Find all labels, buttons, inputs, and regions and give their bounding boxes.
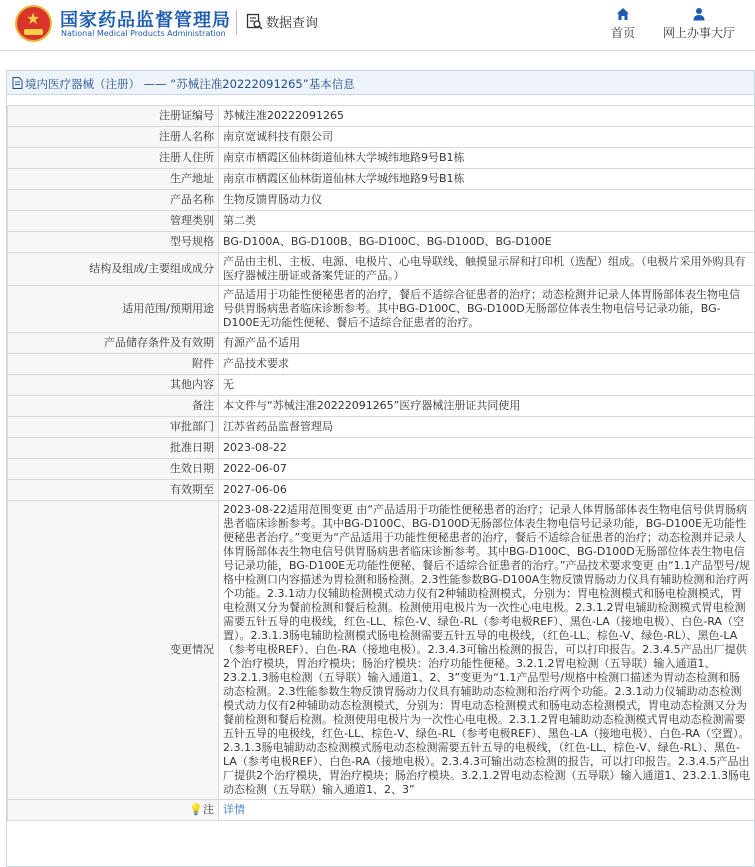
nav-online-office-label: 网上办事大厅 [662,26,735,40]
table-row [8,190,755,211]
national-emblem-icon: ★ [15,5,52,42]
row-label: 其他内容 [8,375,219,396]
row-value: 产品技术要求 [219,354,755,375]
row-value: 南京市栖霞区仙林街道仙林大学城纬地路9号B1栋 [219,148,755,169]
row-value: 有源产品不适用 [219,333,755,354]
detail-panel [6,70,755,867]
row-value: 南京宽诚科技有限公司 [219,127,755,148]
data-query-link[interactable] [246,12,318,31]
header-divider-line [0,50,755,51]
row-label: 产品名称 [8,190,219,211]
nav-home-label: 首页 [610,26,635,40]
row-label: 生效日期 [8,459,219,480]
table-row [8,396,755,417]
row-value: 南京市栖霞区仙林街道仙林大学城纬地路9号B1栋 [219,169,755,190]
row-label: 注册人名称 [8,127,219,148]
row-value: 2023-08-22适用范围变更 由“产品适用于功能性便秘患者的治疗；记录人体胃肠部体表生物电信号供胃肠病患者临床诊断参考。其中BG-D100C、BG-D100D无肠部位体表生物电信号记录功能，BG-D100E无功能性便秘患者治疗。”变更为“产品适用于功能性便秘患者的治疗，餐后不适综合征患者的治疗；动态检测并记录人体胃肠部体表生物电信号供胃肠病患者临床诊断参考。其中BG-D100C、BG-D100D无肠部位体表生物电信号记录功能，BG-D100E无功能性便秘、餐后不适综合征患者的治疗。”产品技术要求变更 由“1.1产品型号/规格中检测口内容描述为胃检测和肠检测。2.3性能参数BG-D100A生物反馈胃肠动力仪具有辅助检测和治疗两个功能。2.3.1动力仪辅助检测模式动力仪有2种辅助检测模式，分别为：胃电检测模式和肠电检测模式，胃电检测又分为餐前检测和餐后检测。检测使用电极片为一次性心电电极。2.3.1.2胃电辅助检测模式胃电检测需要五针五导的电极线，红色-LL、棕色-V、绿色-RL（参考电极REF）、黑色-LA（接地电极）、白色-RA（空置）。2.3.1.3肠电辅助检测模式肠电检测需要五针五导的电极线，（红色-LL、棕色-V、绿色-RL）、黑色-LA（参考电极REF）、白色-RA（接地电极）。2.3.4.3可输出检测的报告，可以打印报告。2.3.4.5产品出厂提供2个治疗模块，胃治疗模块；肠治疗模块：治疗功能性便秘。3.2.1.2胃电检测（五导联）输入通道1、23.2.1.3肠电检测（五导联）输入通道1、2、3”变更为“1.1产品型号/规格中检测口描述为胃动态检测和肠动态检测。2.3性能参数生物反馈胃肠动力仪具有辅助动态检测和治疗两个功能。2.3.1动力仪辅助动态检测模式动力仪有2种辅助动态检测模式，分别为：胃电动态检测模式和肠电动态检测模式，胃电动态检测又分为餐前检测和餐后检测。检测使用电极片为一次性心电电极。2.3.1.2胃电辅助动态检测模式胃电动态检测需要五针五导的电极线，红色-LL、棕色-V、绿色-RL（参考电极REF）、黑色-LA（接地电极）、白色-RA（空置）。2.3.1.3肠电辅助动态检测模式肠电动态检测需要五针五导的电极线，（红色-LL、棕色-V、绿色-RL）、黑色-LA（参考电极REF）、白色-RA（接地电极）。2.3.4.3可输出动态检测的报告，可以打印报告。2.3.4.5产品出厂提供2个治疗模块，胃治疗模块；肠治疗模块。3.2.1.2胃电动态检测（五导联）输入通道1、23.2.1.3肠电动态检测（五导联）输入通道1、2、3” [219,501,755,800]
row-label: 批准日期 [8,438,219,459]
data-query-label: 数据查询 [266,16,319,31]
detail-link[interactable]: 详情 [223,803,245,816]
row-value: 苏械注准20222091265 [219,106,755,127]
row-label: 有效期至 [8,480,219,501]
site-header [0,0,755,50]
table-row [8,211,755,232]
row-label: 备注 [8,396,219,417]
row-label: 变更情况 [8,501,219,800]
site-title-en: National Medical Products Administration [61,29,226,38]
row-label: 注册证编号 [8,106,219,127]
row-label: 附件 [8,354,219,375]
note-value [219,800,755,821]
nav-online-office[interactable] [660,7,738,41]
row-label: 管理类别 [8,211,219,232]
data-query-icon [246,13,263,30]
table-row [8,232,755,253]
table-row [8,354,755,375]
row-label: 产品储存条件及有效期 [8,333,219,354]
row-value: 第二类 [219,211,755,232]
table-row [8,148,755,169]
note-label: 注 [203,803,214,816]
table-row [8,253,755,286]
row-value: 2022-06-07 [219,459,755,480]
row-value: BG-D100A、BG-D100B、BG-D100C、BG-D100D、BG-D100E [219,232,755,253]
note-label-cell [8,800,219,821]
user-icon [692,7,706,21]
row-label: 型号规格 [8,232,219,253]
row-value: 产品由主机、主板、电源、电极片、心电导联线、触摸显示屏和打印机（选配）组成。（电极片采用外购具有医疗器械注册证或备案凭证的产品。） [219,253,755,286]
header-divider [236,10,237,35]
row-value: 产品适用于功能性便秘患者的治疗，餐后不适综合征患者的治疗；动态检测并记录人体胃肠部体表生物电信号供胃肠病患者临床诊断参考。其中BG-D100C、BG-D100D无肠部位体表生物电信号记录功能，BG-D100E无功能性便秘、餐后不适综合征患者的治疗。 [219,286,755,333]
site-title[interactable]: 国家药品监督管理局 [60,10,231,31]
nav-home[interactable] [607,7,639,41]
table-row [8,501,755,800]
row-label: 生产地址 [8,169,219,190]
row-value: 2023-08-22 [219,438,755,459]
row-label: 审批部门 [8,417,219,438]
home-icon [616,7,630,21]
document-icon [12,77,23,89]
row-label: 注册人住所 [8,148,219,169]
table-row [8,438,755,459]
panel-title [7,71,754,95]
table-row [8,127,755,148]
table-row [8,459,755,480]
table-row [8,480,755,501]
info-table [7,105,755,821]
row-value: 本文件与“苏械注准20222091265”医疗器械注册证共同使用 [219,396,755,417]
table-row [8,375,755,396]
row-value: 2027-06-06 [219,480,755,501]
table-row [8,286,755,333]
note-row [8,800,755,821]
row-label: 结构及组成/主要组成成分 [8,253,219,286]
row-value: 无 [219,375,755,396]
row-value: 江苏省药品监督管理局 [219,417,755,438]
row-label: 适用范围/预期用途 [8,286,219,333]
row-value: 生物反馈胃肠动力仪 [219,190,755,211]
panel-title-text: 境内医疗器械（注册） —— “苏械注准20222091265”基本信息 [25,77,355,91]
table-row [8,169,755,190]
table-row [8,106,755,127]
bulb-icon: 💡 [189,803,203,816]
table-row [8,333,755,354]
table-row [8,417,755,438]
